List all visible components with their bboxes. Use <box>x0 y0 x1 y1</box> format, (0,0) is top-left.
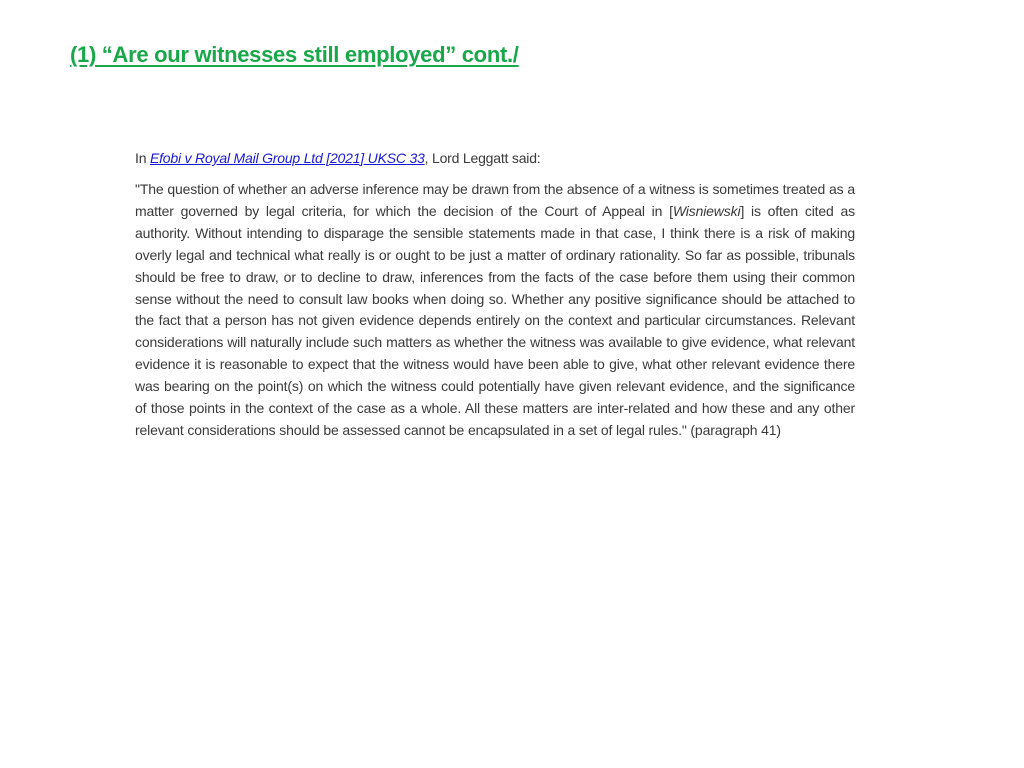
quote-case-name: Wisniewski <box>672 202 741 219</box>
quote-text-part1: "The question of whether an adverse inference may be drawn from the absence of a witness is sometimes treated as a matter governed by legal criteria, for which the decision of the Court of Appeal in [ <box>135 181 855 219</box>
slide-body <box>135 147 855 442</box>
quote-text-part2: ] is often cited as authority. Without intending to disparage the sensible statements made in that case, I think there is a risk of making overly legal and technical what really is or ought to be just a matter of ordinary rationality. So far as possible, tribunals should be free to draw, or to decline to draw, inferences from the facts of the case before them using their common sense without the need to consult law books when doing so. Whether any positive significance should be attached to the fact that a person has not given evidence depends entirely on the context and particular circumstances. Relevant considerations will naturally include such matters as whether the witness was available to give evidence, what relevant evidence it is reasonable to expect that the witness would have been able to give, what other relevant evidence there was bearing on the point(s) on which the witness could potentially have given relevant evidence, and the significance of those points in the context of the case as a whole. All these matters are inter-related and how these and any other relevant considerations should be assessed cannot be encapsulated in a set of legal rules." (paragraph 41) <box>135 202 855 438</box>
intro-line <box>135 147 855 169</box>
quote-paragraph <box>135 179 855 442</box>
slide-title: (1) “Are our witnesses still employed” cont./ <box>70 42 519 67</box>
case-citation-link[interactable]: Efobi v Royal Mail Group Ltd [2021] UKSC 33 <box>149 150 425 166</box>
intro-suffix: , Lord Leggatt said: <box>424 150 541 166</box>
intro-prefix: In <box>135 150 150 166</box>
